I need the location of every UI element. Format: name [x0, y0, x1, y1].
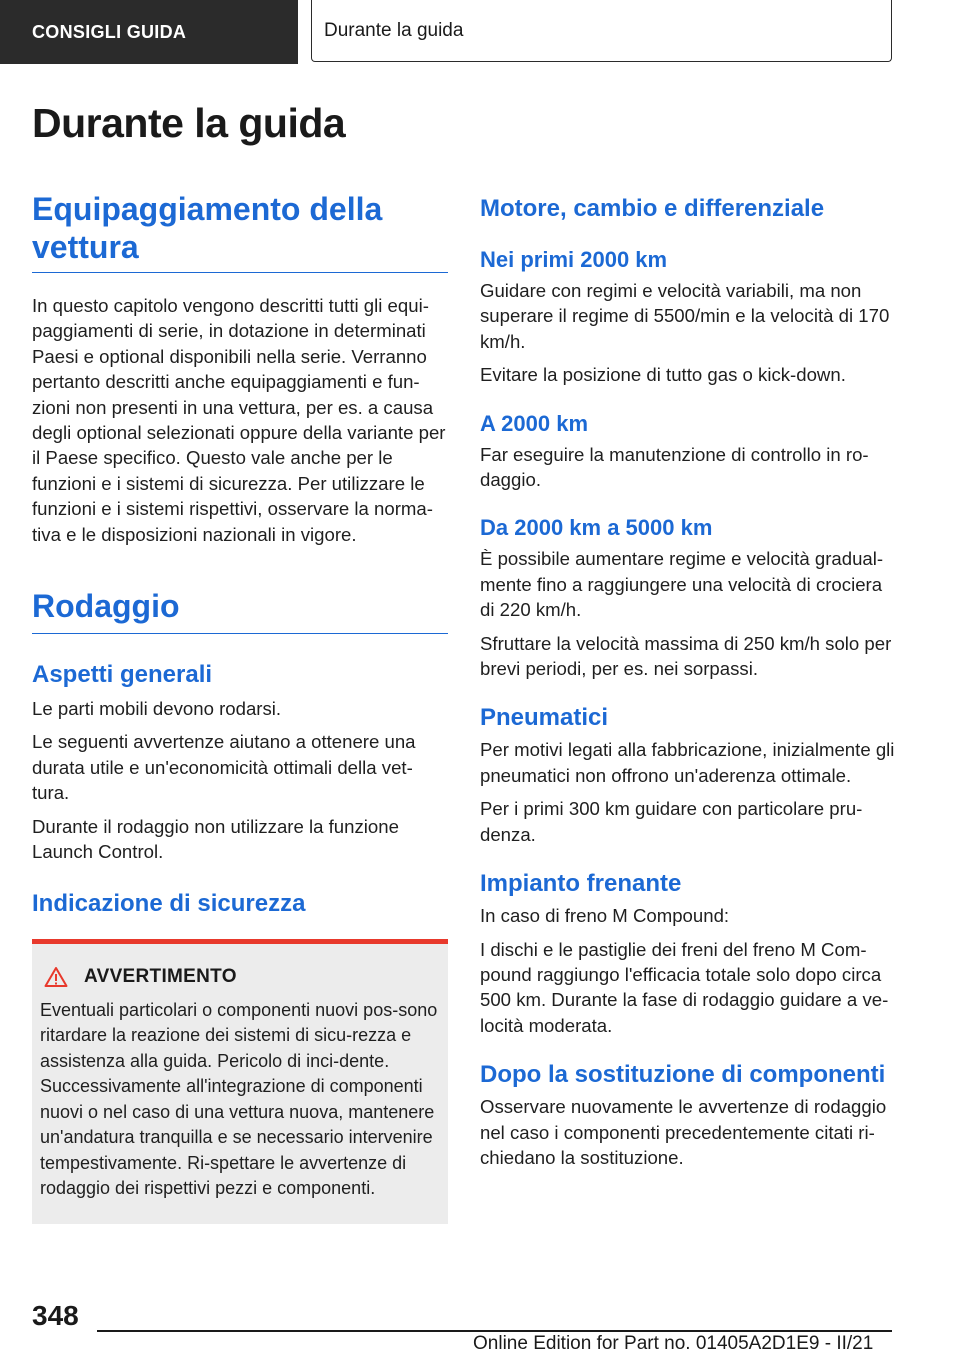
general-text-3: Durante il rodaggio non utilizzare la funzione Launch Control.	[32, 815, 399, 863]
warning-triangle-icon	[44, 966, 68, 988]
safety-heading: Indicazione di sicurezza	[32, 889, 306, 917]
warning-box	[32, 939, 448, 1224]
tyres-heading: Pneumatici	[480, 704, 609, 732]
at-2000-heading: A 2000 km	[480, 410, 589, 436]
equipment-text: In questo capitolo vengono descritti tutti gli equi-paggiamenti di serie, in dotazione in determinati Paesi e optional disponibili nella serie. Verranno pertanto descritti anche equipaggiamenti e fun-zioni non presenti in una vettura, per es. a causa degli optional selezionati oppure della variante per il Paese specifico. Questo vale anche per le funzioni e i sistemi di sicurezza. Per utilizzare le funzioni e i sistemi rispettivi, osservare la norma-tiva e le disposizioni nazionali in vigore.	[32, 295, 446, 545]
brakes-text-2: I dischi e le pastiglie dei freni del freno M Com-pound raggiungo l'efficacia totale solo dopo circa 500 km. Durante la fase di rodaggio guidare a ve-locità moderata.	[480, 938, 889, 1036]
edition-text: Online Edition for Part no. 01405A2D1E9 - II/21	[473, 1333, 874, 1354]
chapter-tab	[311, 0, 892, 62]
section-tab	[0, 0, 298, 64]
general-heading: Aspetti generali	[32, 661, 213, 689]
page-number: 348	[32, 1300, 79, 1331]
first-km-heading: Nei primi 2000 km	[480, 247, 668, 272]
section-label: CONSIGLI GUIDA	[32, 21, 187, 42]
first-km-text-2: Evitare la posizione di tutto gas o kick-down.	[480, 364, 846, 386]
at-2000-text: Far eseguire la manutenzione di controllo in ro-daggio.	[480, 443, 869, 491]
from-2000-heading: Da 2000 km a 5000 km	[480, 515, 713, 541]
tyres-text-2: Per i primi 300 km guidare con particolare pru-denza.	[480, 798, 863, 845]
warning-label: AVVERTIMENTO	[84, 965, 237, 987]
page-title: Durante la guida	[32, 100, 346, 146]
brakes-text-1: In caso di freno M Compound:	[480, 905, 730, 927]
rodaggio-heading: Rodaggio	[32, 587, 448, 634]
replace-heading: Dopo la sostituzione di componenti	[480, 1061, 886, 1089]
footer-divider	[97, 1330, 892, 1332]
chapter-label: Durante la guida	[324, 19, 464, 41]
from-2000-text-2: Sfruttare la velocità massima di 250 km/h solo per brevi periodi, per es. nei sorpassi.	[480, 632, 892, 680]
general-text-2: Le seguenti avvertenze aiutano a ottenere una durata utile e un'economicità ottimali della vet-tura.	[32, 731, 416, 804]
from-2000-text-1: È possibile aumentare regime e velocità gradual-mente fino a raggiungere una velocità di crociera di 220 km/h.	[480, 548, 884, 621]
replace-text: Osservare nuovamente le avvertenze di rodaggio nel caso i componenti precedentemente citati ri-chiedano la sostituzione.	[480, 1096, 887, 1168]
tyres-text-1: Per motivi legati alla fabbricazione, inizialmente gli pneumatici non offrono un'aderenza ottimale.	[480, 739, 895, 786]
brakes-heading: Impianto frenante	[480, 870, 682, 898]
right-column	[480, 190, 896, 1170]
left-column	[32, 190, 448, 1224]
first-km-text-1: Guidare con regimi e velocità variabili, ma non superare il regime di 5500/min e la velocità di 170 km/h.	[480, 280, 890, 352]
general-text-1: Le parti mobili devono rodarsi.	[32, 698, 282, 720]
warning-text: Eventuali particolari o componenti nuovi pos-sono ritardare la reazione dei sistemi di sicu-rezza e assistenza alla guida. Pericolo di inci-dente. Successivamente all'integrazione di componenti nuovi o nel caso di una vettura nuova, mantenere un'andatura tranquilla e se necessario intervenire tempestivamente. Ri-spettare le avvertenze di rodaggio dei rispettivi pezzi e componenti.	[40, 999, 438, 1198]
engine-heading: Motore, cambio e differenziale	[480, 195, 825, 222]
warning-header	[40, 966, 440, 988]
equipment-heading: Equipaggiamento della vettura	[32, 190, 448, 273]
